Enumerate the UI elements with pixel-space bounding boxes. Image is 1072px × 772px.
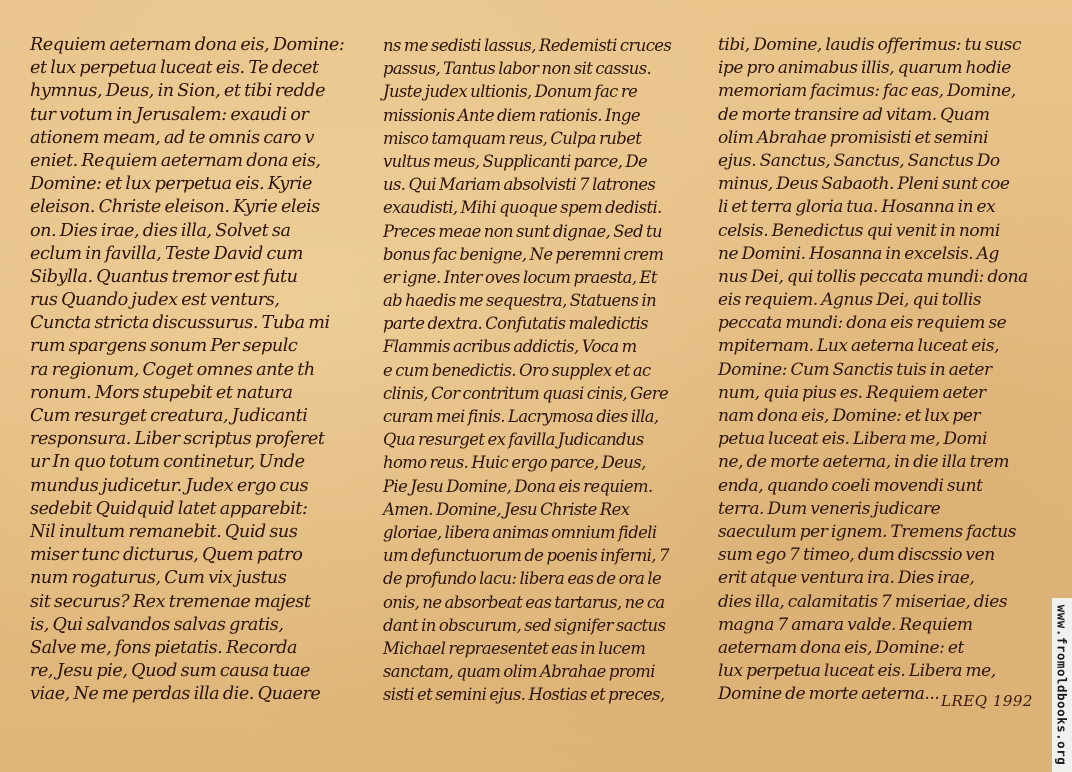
text-line: petua luceat eis. Libera me, Domi — [718, 429, 988, 450]
text-line: num, quia pius es. Requiem aeter — [718, 382, 986, 403]
text-line: sisti et semini ejus. Hostias et preces, — [383, 685, 665, 705]
text-line: ipe pro animabus illis, quarum hodie — [718, 58, 1011, 79]
text-line: vultus meus, Supplicanti parce, De — [383, 151, 648, 171]
text-line: ra regionum, Coget omnes ante th — [30, 359, 315, 380]
text-line: Qua resurget ex favilla Judicandus — [383, 430, 644, 450]
text-line: misco tamquam reus, Culpa rubet — [383, 128, 642, 148]
text-line: num rogaturus, Cum vix justus — [30, 568, 287, 589]
text-line: homo reus. Huic ergo parce, Deus, — [383, 453, 646, 473]
text-line: Requiem aeternam dona eis, Domine: — [30, 35, 345, 55]
text-line: li et terra gloria tua. Hosanna in ex — [718, 197, 996, 218]
text-line: nus Dei, qui tollis peccata mundi: dona — [718, 266, 1028, 287]
text-line: tibi, Domine, laudis offerimus: tu susc — [718, 35, 1022, 55]
text-line: lux perpetua luceat eis. Libera me, — [718, 661, 996, 682]
text-line: missionis Ante diem rationis. Inge — [383, 105, 640, 125]
text-line: erit atque ventura ira. Dies irae, — [718, 568, 975, 589]
text-line: um defunctuorum de poenis inferni, 7 — [383, 546, 669, 566]
watermark-strip — [1052, 598, 1072, 772]
text-line: onis, ne absorbeat eas tartarus, ne ca — [383, 592, 665, 612]
text-line: ab haedis me sequestra, Statuens in — [383, 291, 657, 311]
text-line: ejus. Sanctus, Sanctus, Sanctus Do — [718, 150, 1000, 171]
text-line: Preces meae non sunt dignae, Sed tu — [383, 221, 662, 241]
text-line: Domine de morte aeterna... — [718, 684, 940, 705]
text-line: parte dextra. Confutatis maledictis — [383, 314, 648, 334]
text-line: Domine: et lux perpetua eis. Kyrie — [30, 174, 312, 195]
text-line: magna 7 amara valde. Requiem — [718, 614, 973, 635]
text-line: ne Domini. Hosanna in excelsis. Ag — [718, 243, 999, 264]
text-line: rus Quando judex est venturs, — [30, 290, 280, 311]
text-line: terra. Dum veneris judicare — [718, 498, 941, 519]
text-line: nam dona eis, Domine: et lux per — [718, 406, 981, 426]
text-line: Pie Jesu Domine, Dona eis requiem. — [383, 476, 653, 496]
text-line: curam mei finis. Lacrymosa dies illa, — [383, 407, 659, 426]
text-line: clinis, Cor contritum quasi cinis, Gere — [383, 383, 669, 403]
text-line: peccata mundi: dona eis requiem se — [718, 313, 1007, 334]
text-line: miser tunc dicturus, Quem patro — [30, 545, 303, 566]
text-line: on. Dies irae, dies illa, Solvet sa — [30, 220, 291, 241]
text-line: ur In quo totum continetur, Unde — [30, 452, 305, 473]
text-line: sum ego 7 timeo, dum discssio ven — [718, 545, 995, 566]
text-line: passus, Tantus labor non sit cassus. — [383, 59, 652, 79]
text-line: tur votum in Jerusalem: exaudi or — [30, 104, 309, 125]
text-column-3 — [718, 34, 1040, 706]
text-line: ne, de morte aeterna, in die illa trem — [718, 452, 1010, 473]
text-line: sit securus? Rex tremenae majest — [30, 591, 311, 612]
text-line: dies illa, calamitatis 7 miseriae, dies — [718, 591, 1008, 612]
text-line: minus, Deus Sabaoth. Pleni sunt coe — [718, 174, 1010, 195]
text-line: aeternam dona eis, Domine: et — [718, 637, 964, 658]
text-line: er igne. Inter oves locum praesta, Et — [383, 267, 657, 287]
watermark-text: www.fromoldbooks.org — [1054, 604, 1070, 766]
text-line: Cuncta stricta discussurus. Tuba mi — [30, 313, 330, 334]
text-line: Domine: Cum Sanctis tuis in aeter — [718, 359, 992, 380]
text-column-1 — [30, 34, 366, 706]
artist-signature: LREQ 1992 — [941, 692, 1033, 710]
text-line: eniet. Requiem aeternam dona eis, — [30, 150, 321, 171]
text-line: Flammis acribus addictis, Voca m — [383, 337, 637, 357]
text-line: responsura. Liber scriptus proferet — [30, 429, 325, 450]
text-line: de morte transire ad vitam. Quam — [718, 104, 990, 125]
text-line: ns me sedisti lassus, Redemisti cruces — [383, 36, 672, 55]
text-line: viae, Ne me perdas illa die. Quaere — [30, 684, 321, 705]
text-line: hymnus, Deus, in Sion, et tibi redde — [30, 81, 326, 102]
text-line: us. Qui Mariam absolvisti 7 latrones — [383, 175, 656, 195]
text-line: dant in obscurum, sed signifer sactus — [383, 615, 666, 635]
text-line: Amen. Domine, Jesu Christe Rex — [383, 499, 630, 519]
text-line: enda, quando coeli movendi sunt — [718, 475, 983, 496]
text-line: re, Jesu pie, Quod sum causa tuae — [30, 661, 310, 682]
text-line: ronum. Mors stupebit et natura — [30, 382, 293, 403]
text-line: ationem meam, ad te omnis caro v — [30, 127, 315, 148]
text-line: Salve me, fons pietatis. Recorda — [30, 637, 298, 658]
text-line: olim Abrahae promisisti et semini — [718, 127, 989, 148]
text-line: sanctam, quam olim Abrahae promi — [383, 662, 655, 682]
text-line: bonus fac benigne, Ne peremni crem — [383, 244, 664, 264]
text-line: saeculum per ignem. Tremens factus — [718, 521, 1016, 542]
text-line: is, Qui salvandos salvas gratis, — [30, 614, 284, 635]
text-line: sedebit Quidquid latet apparebit: — [30, 498, 308, 519]
text-line: gloriae, libera animas omnium fideli — [383, 522, 657, 542]
text-line: eis requiem. Agnus Dei, qui tollis — [718, 290, 982, 311]
text-line: e cum benedictis. Oro supplex et ac — [383, 360, 651, 380]
text-line: Cum resurget creatura, Judicanti — [30, 406, 308, 426]
text-line: celsis. Benedictus qui venit in nomi — [718, 220, 1000, 241]
text-line: mundus judicetur. Judex ergo cus — [30, 475, 309, 496]
text-line: eleison. Christe eleison. Kyrie eleis — [30, 197, 320, 218]
text-line: Juste judex ultionis, Donum fac re — [383, 82, 638, 102]
text-line: memoriam facimus: fac eas, Domine, — [718, 81, 1016, 102]
text-line: Michael repraesentet eas in lucem — [383, 638, 646, 658]
text-column-2 — [383, 34, 701, 706]
text-line: Nil inultum remanebit. Quid sus — [30, 521, 298, 542]
text-line: eclum in favilla, Teste David cum — [30, 243, 303, 264]
text-line: mpiternam. Lux aeterna luceat eis, — [718, 336, 1000, 357]
text-line: rum spargens sonum Per sepulc — [30, 336, 298, 357]
text-line: exaudisti, Mihi quoque spem dedisti. — [383, 198, 662, 218]
text-line: Sibylla. Quantus tremor est futu — [30, 266, 298, 287]
text-line: de profundo lacu: libera eas de ora le — [383, 569, 662, 589]
text-line: et lux perpetua luceat eis. Te decet — [30, 58, 319, 79]
